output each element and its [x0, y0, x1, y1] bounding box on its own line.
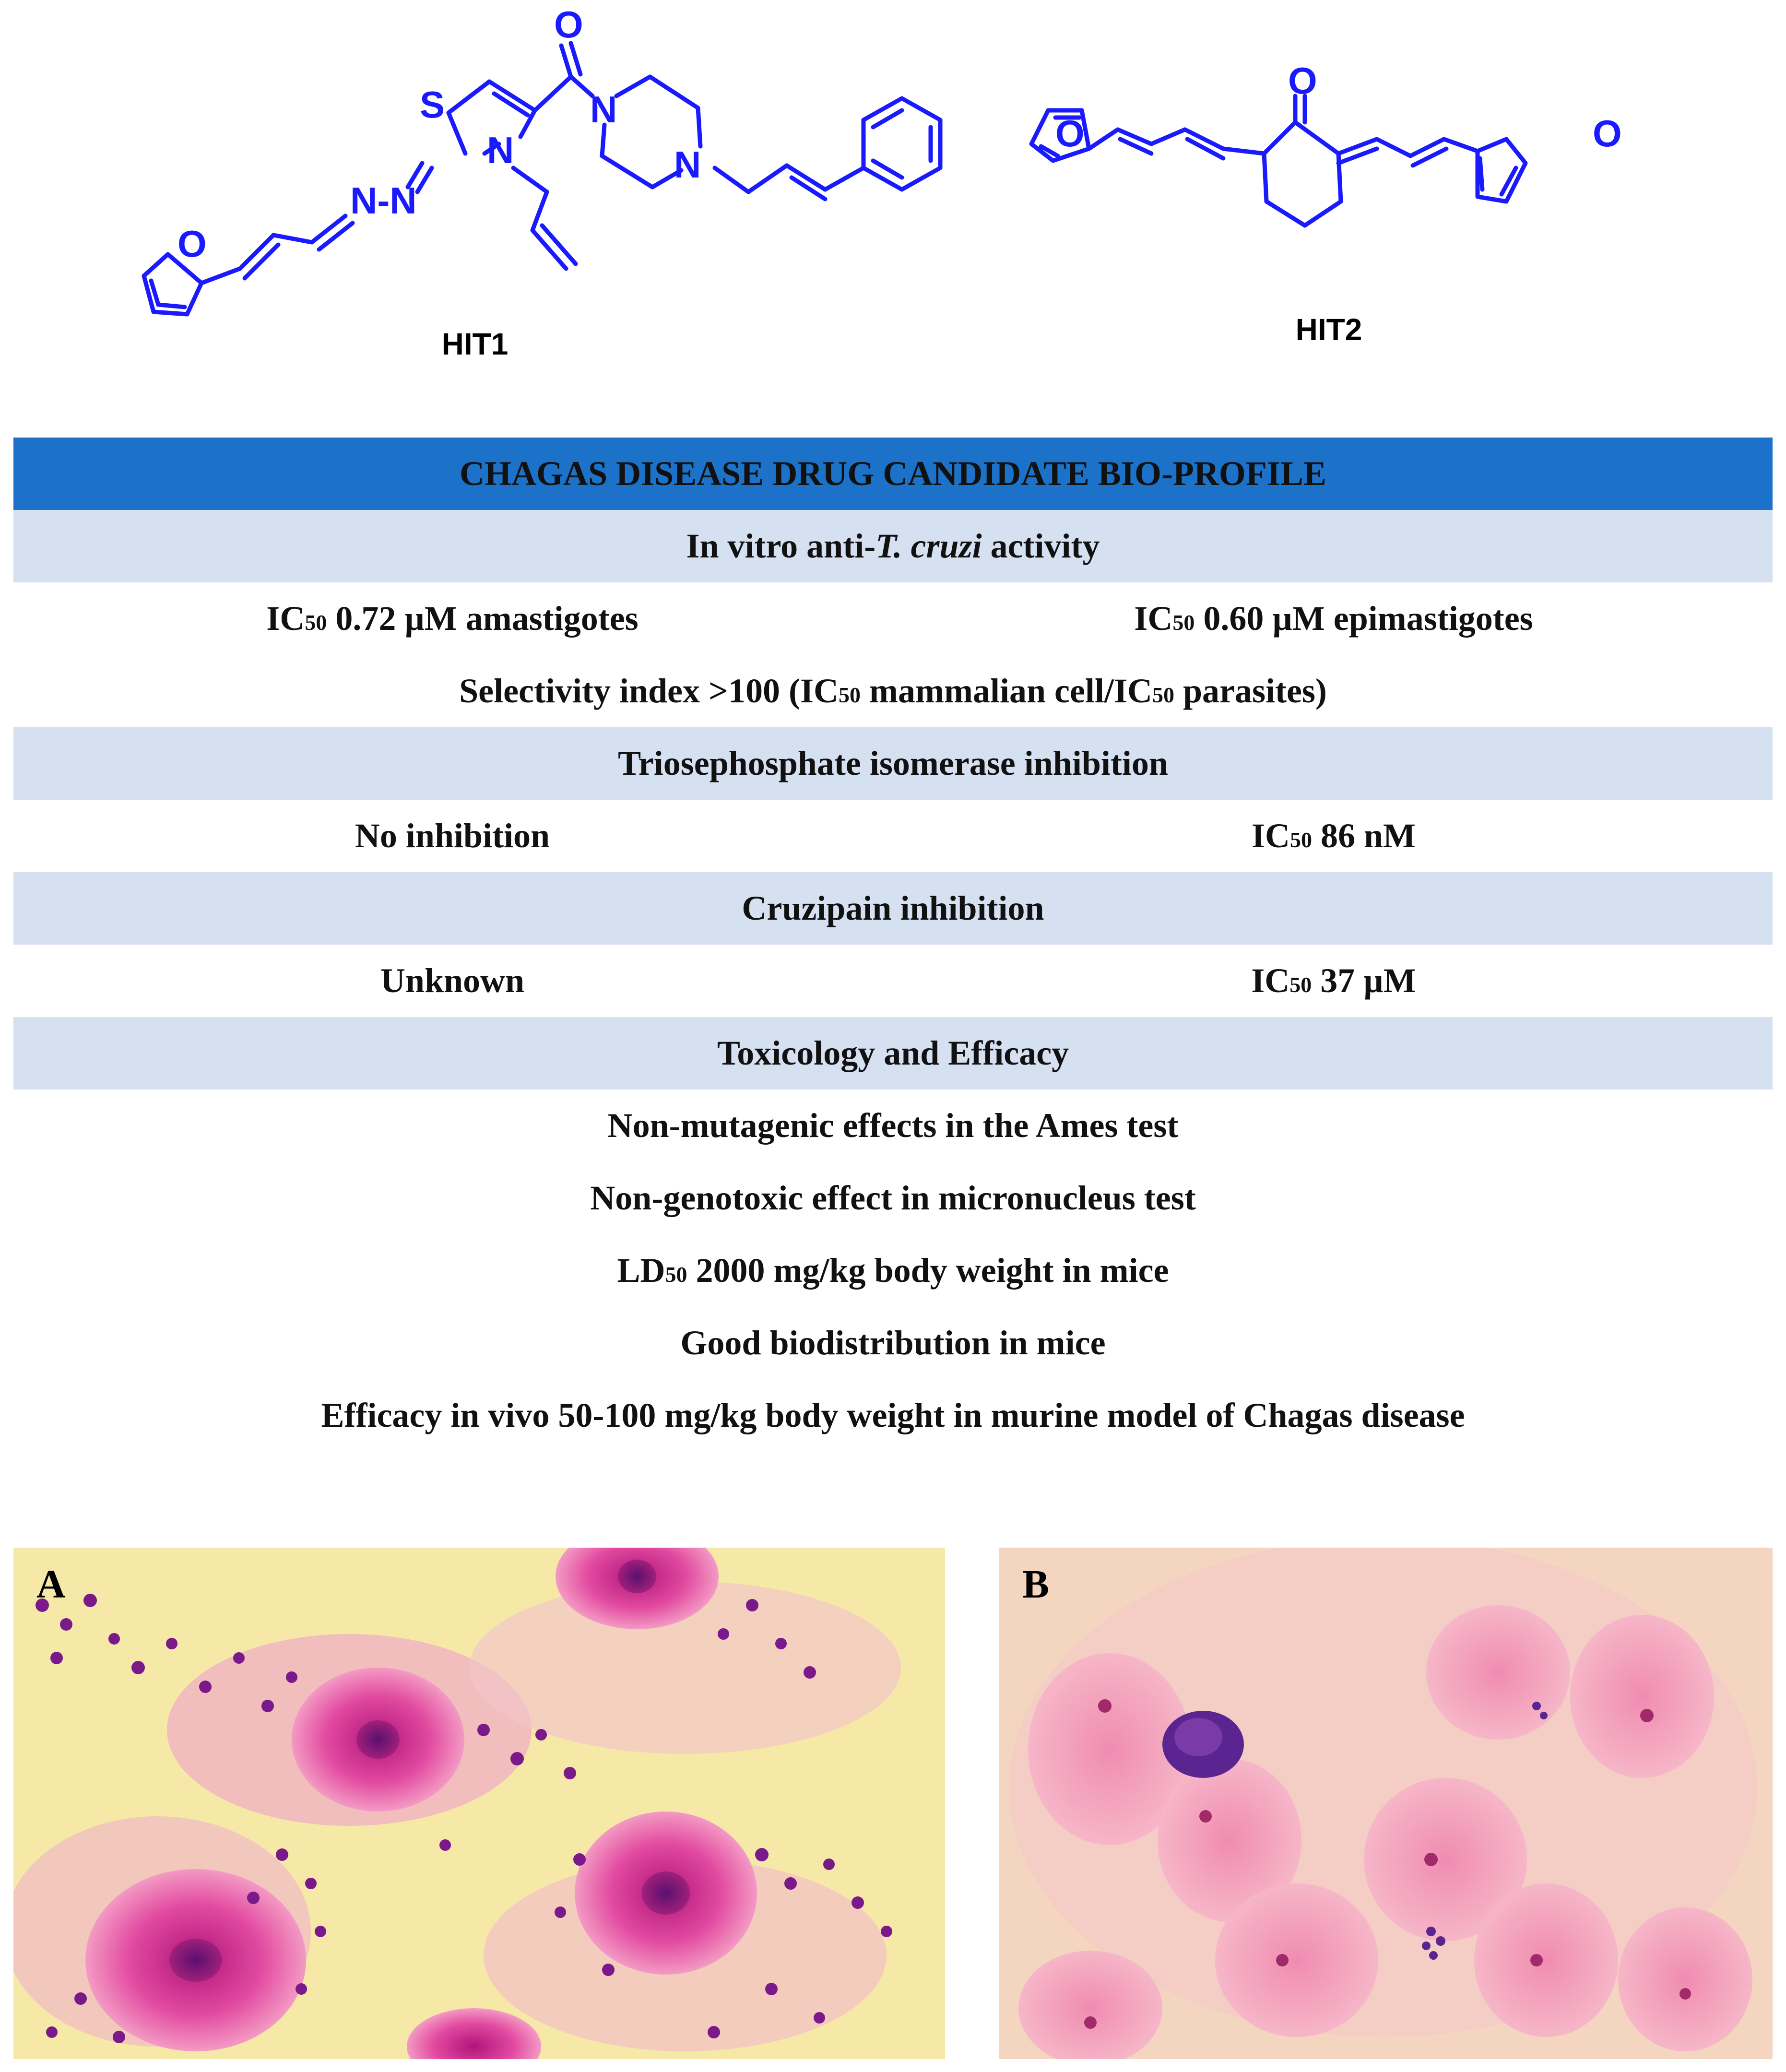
panel-label-a: A	[36, 1562, 66, 1607]
section-tim-title: Triosephosphate isomerase inhibition	[618, 744, 1168, 782]
tox-row-2	[13, 1162, 1773, 1234]
hit1-atom-o-carbonyl: O	[554, 3, 583, 46]
tox-row-5	[13, 1379, 1773, 1452]
section-in-vitro	[13, 510, 1773, 582]
hit2-left-chain	[1089, 130, 1223, 158]
tox-ld50: LD50 2000 mg/kg body weight in mice	[617, 1251, 1169, 1290]
micrograph-a	[13, 1548, 945, 2059]
hit1-atom-s: S	[420, 83, 445, 126]
hit1-atom-o-furan: O	[177, 223, 207, 265]
ic50-row	[13, 582, 1773, 655]
hit1-allyl	[513, 168, 576, 269]
ic50-amastigotes: IC50 0.72 µM amastigotes	[266, 599, 639, 638]
hit1-atom-n-pip1: N	[590, 88, 617, 130]
chemical-structures	[0, 0, 1786, 432]
tim-hit1: No inhibition	[355, 817, 550, 855]
tox-row-3	[13, 1234, 1773, 1307]
hit2-atom-o-carbonyl: O	[1288, 59, 1317, 102]
hit1-atom-n-pip2: N	[674, 143, 701, 186]
micrograph-b	[999, 1548, 1773, 2059]
section-toxicology-title: Toxicology and Efficacy	[717, 1034, 1069, 1072]
hit1-atom-n-ring: N	[487, 129, 514, 171]
selectivity-row	[13, 655, 1773, 727]
hit2-right-chain	[1338, 139, 1478, 166]
cruzipain-row	[13, 945, 1773, 1017]
tox-biodistribution: Good biodistribution in mice	[680, 1324, 1106, 1362]
tox-micronucleus: Non-genotoxic effect in micronucleus test	[590, 1179, 1196, 1217]
hit2-cyclohexanone	[1223, 96, 1341, 225]
section-in-vitro-title: In vitro anti-T. cruzi activity	[686, 527, 1100, 565]
hit2-atom-o-furan-left: O	[1055, 112, 1085, 154]
cruzipain-hit1: Unknown	[380, 961, 525, 1000]
tim-hit2: IC50 86 nM	[1251, 817, 1416, 855]
tox-row-1	[13, 1089, 1773, 1162]
hit1-label: HIT1	[441, 327, 509, 361]
structure-drawings	[0, 0, 1786, 432]
table-header-text: CHAGAS DISEASE DRUG CANDIDATE BIO-PROFILE	[460, 454, 1326, 493]
section-cruzipain	[13, 872, 1773, 945]
tim-row	[13, 800, 1773, 872]
tox-ames: Non-mutagenic effects in the Ames test	[607, 1106, 1179, 1145]
panel-label-b: B	[1022, 1562, 1050, 1607]
hit2-right-furan	[1478, 139, 1526, 201]
hit1-atom-hydrazone: N-N	[350, 179, 417, 222]
cruzipain-hit2: IC50 37 µM	[1251, 961, 1416, 1000]
hit1-cinnamyl	[715, 98, 940, 199]
hit2-label: HIT2	[1295, 312, 1362, 347]
bio-profile-table	[13, 438, 1773, 1452]
hit2-atom-o-furan-right: O	[1593, 112, 1622, 154]
micrograph-b-image	[999, 1548, 1773, 2059]
table-header	[13, 438, 1773, 510]
section-tim	[13, 727, 1773, 800]
ic50-epimastigotes: IC50 0.60 µM epimastigotes	[1134, 599, 1533, 638]
tox-row-4	[13, 1307, 1773, 1379]
section-toxicology	[13, 1017, 1773, 1089]
section-cruzipain-title: Cruzipain inhibition	[742, 889, 1044, 927]
tox-efficacy: Efficacy in vivo 50-100 mg/kg body weight in murine model of Chagas disease	[321, 1396, 1465, 1434]
selectivity-index: Selectivity index >100 (IC50 mammalian cell/IC50 parasites)	[459, 672, 1327, 710]
micrograph-a-image	[13, 1548, 945, 2059]
